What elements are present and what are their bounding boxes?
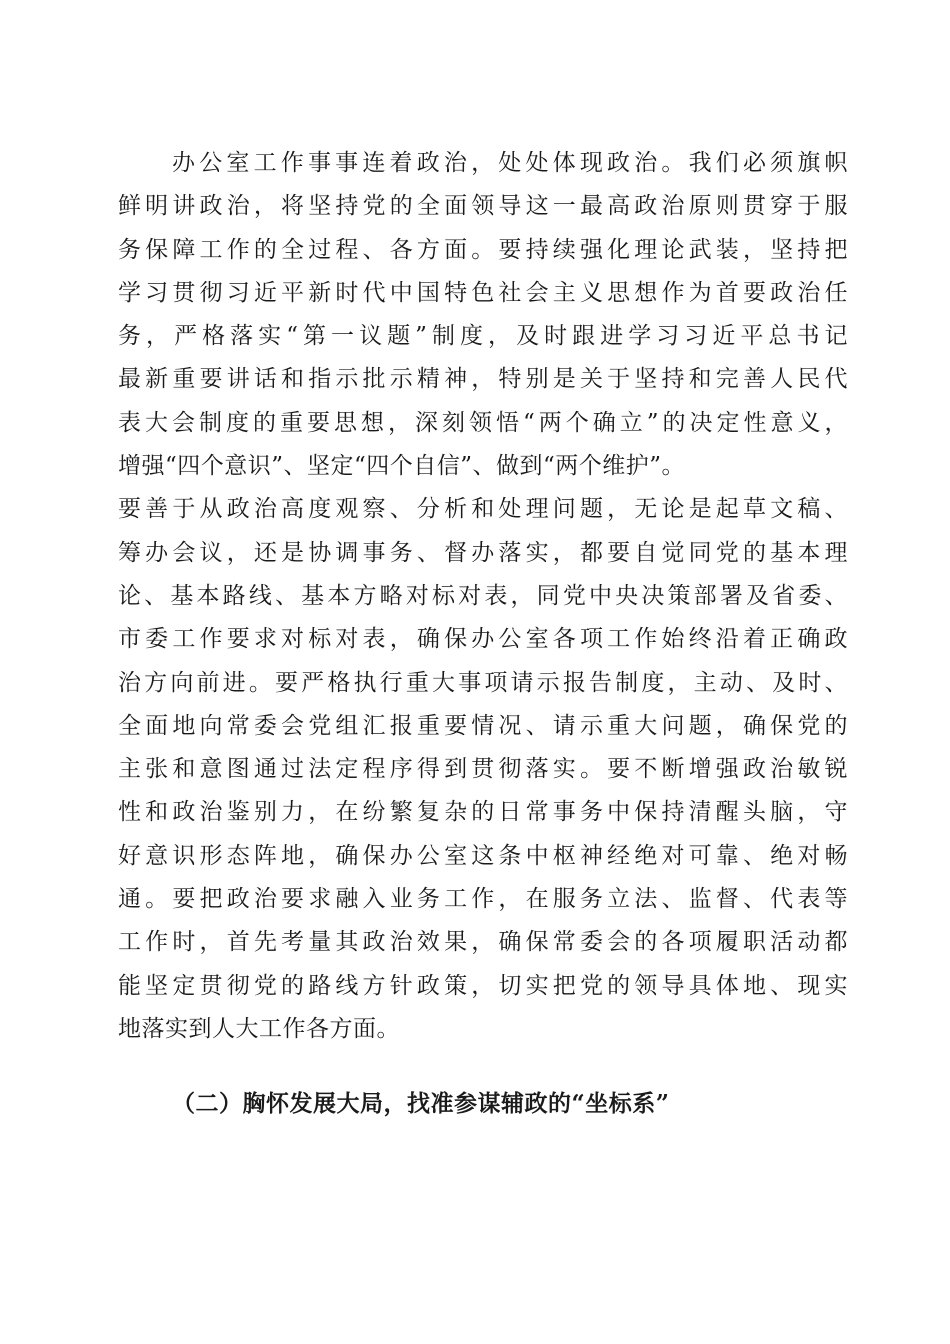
paragraph-line: 鲜明讲政治，将坚持党的全面领导这一最高政治原则贯穿于服 xyxy=(118,193,848,220)
paragraph-line: 务，严格落实“第一议题”制度，及时跟进学习习近平总书记 xyxy=(118,323,848,350)
paragraph-line: 筹办会议，还是协调事务、督办落实，都要自觉同党的基本理 xyxy=(118,539,848,566)
paragraph-line: 论、基本路线、基本方略对标对表，同党中央决策部署及省委、 xyxy=(118,582,848,609)
paragraph-line: 最新重要讲话和指示批示精神，特别是关于坚持和完善人民代 xyxy=(118,366,848,393)
paragraph-line: 主张和意图通过法定程序得到贯彻落实。要不断增强政治敏锐 xyxy=(118,756,848,783)
paragraph-line: 全面地向常委会党组汇报重要情况、请示重大问题，确保党的 xyxy=(118,712,848,739)
paragraph-line: 市委工作要求对标对表，确保办公室各项工作始终沿着正确政 xyxy=(118,626,848,653)
body-paragraph xyxy=(118,142,848,1051)
paragraph-line: 学习贯彻习近平新时代中国特色社会主义思想作为首要政治任 xyxy=(118,279,848,306)
paragraph-line: 办公室工作事事连着政治，处处体现政治。我们必须旗帜 xyxy=(172,150,848,176)
paragraph-line: 治方向前进。要严格执行重大事项请示报告制度，主动、及时、 xyxy=(118,669,848,696)
paragraph-line: 地落实到人大工作各方面。 xyxy=(118,1015,400,1042)
paragraph-line: 要善于从政治高度观察、分析和处理问题，无论是起草文稿、 xyxy=(118,496,848,523)
paragraph-line: 能坚定贯彻党的路线方针政策，切实把党的领导具体地、现实 xyxy=(118,972,848,999)
section-heading: （二）胸怀发展大局，找准参谋辅政的“坐标系” xyxy=(172,1090,670,1117)
paragraph-line: 通。要把政治要求融入业务工作，在服务立法、监督、代表等 xyxy=(118,886,848,913)
paragraph-line: 表大会制度的重要思想，深刻领悟“两个确立”的决定性意义， xyxy=(118,409,848,436)
paragraph-line: 务保障工作的全过程、各方面。要持续强化理论武装，坚持把 xyxy=(118,236,848,263)
paragraph-line: 工作时，首先考量其政治效果，确保常委会的各项履职活动都 xyxy=(118,929,848,956)
paragraph-line: 好意识形态阵地，确保办公室这条中枢神经绝对可靠、绝对畅 xyxy=(118,842,848,869)
paragraph-line: 性和政治鉴别力，在纷繁复杂的日常事务中保持清醒头脑，守 xyxy=(118,799,848,826)
paragraph-line: 增强“四个意识”、坚定“四个自信”、做到“两个维护”。 xyxy=(118,453,686,480)
